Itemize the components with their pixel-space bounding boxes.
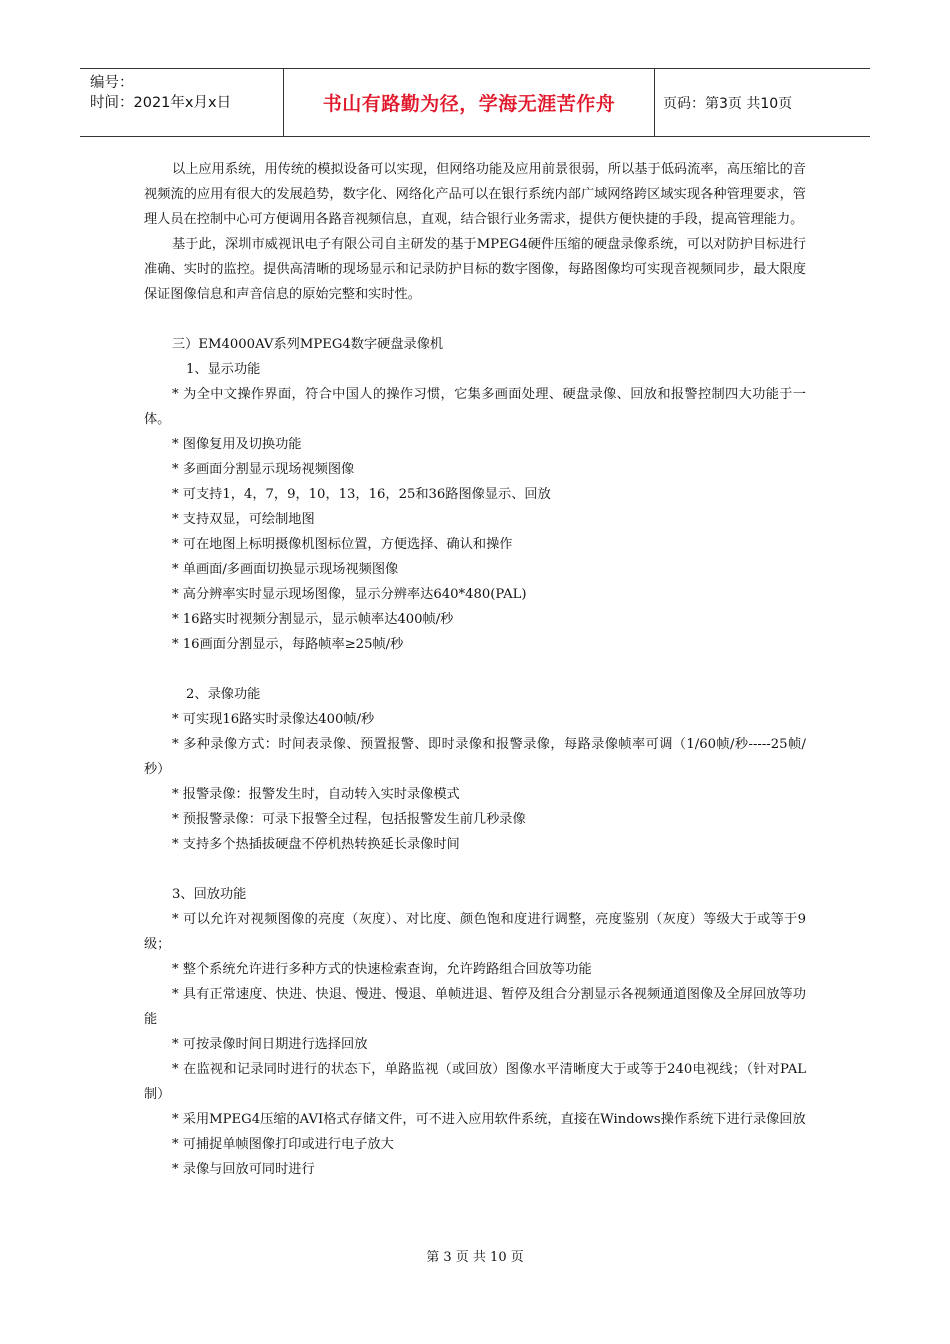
section-title: 三）EM4000AV系列MPEG4数字硬盘录像机 xyxy=(172,337,444,352)
list-item: * 图像复用及切换功能 xyxy=(172,437,302,452)
list-item: * 高分辨率实时显示现场图像，显示分辨率达640*480(PAL) xyxy=(172,587,527,602)
page-header xyxy=(80,68,870,137)
list-item: * 可以允许对视频图像的亮度（灰度）、对比度、颜色饱和度进行调整，亮度鉴别（灰度）等级大于或等于9级； xyxy=(144,912,806,952)
list-item: * 可捕捉单帧图像打印或进行电子放大 xyxy=(172,1137,394,1152)
list-item: * 支持多个热插拔硬盘不停机热转换延长录像时间 xyxy=(172,837,460,852)
header-motto-cell xyxy=(283,69,655,136)
list-item: * 支持双显，可绘制地图 xyxy=(172,512,315,527)
list-item: * 多种录像方式：时间表录像、预置报警、即时录像和报警录像，每路录像帧率可调（1/60帧/秒-----25帧/秒） xyxy=(144,737,806,777)
time-label: 时间：2021年x月x日 xyxy=(90,95,232,111)
playback-title: 3、回放功能 xyxy=(172,887,247,902)
document-body xyxy=(144,157,806,1182)
list-item: * 在监视和记录同时进行的状态下，单路监视（或回放）图像水平清晰度大于或等于240电视线；（针对PAL制） xyxy=(144,1062,806,1102)
paragraph-2: 基于此，深圳市威视讯电子有限公司自主研发的基于MPEG4硬件压缩的硬盘录像系统，可以对防护目标进行准确、实时的监控。提供高清晰的现场显示和记录防护目标的数字图像，每路图像均可实现音视频同步，最大限度保证图像信息和声音信息的原始完整和实时性。 xyxy=(144,237,806,302)
list-item: * 采用MPEG4压缩的AVI格式存储文件，可不进入应用软件系统，直接在Windows操作系统下进行录像回放 xyxy=(172,1112,806,1127)
list-item: * 报警录像：报警发生时，自动转入实时录像模式 xyxy=(172,787,460,802)
list-item: * 整个系统允许进行多种方式的快速检索查询，允许跨路组合回放等功能 xyxy=(172,962,592,977)
number-label: 编号： xyxy=(90,75,134,91)
list-item: * 16路实时视频分割显示，显示帧率达400帧/秒 xyxy=(172,612,454,627)
list-item: * 录像与回放可同时进行 xyxy=(172,1162,315,1177)
list-item: * 可在地图上标明摄像机图标位置，方便选择、确认和操作 xyxy=(172,537,513,552)
display-title: 1、显示功能 xyxy=(186,362,261,377)
list-item: * 具有正常速度、快进、快退、慢进、慢退、单帧进退、暂停及组合分割显示各视频通道图像及全屏回放等功能 xyxy=(144,987,806,1027)
list-item: * 为全中文操作界面，符合中国人的操作习惯，它集多画面处理、硬盘录像、回放和报警控制四大功能于一体。 xyxy=(144,387,806,427)
list-item: * 可支持1，4，7，9，10，13，16，25和36路图像显示、回放 xyxy=(172,487,551,502)
list-item: * 多画面分割显示现场视频图像 xyxy=(172,462,355,477)
list-item: * 可按录像时间日期进行选择回放 xyxy=(172,1037,368,1052)
list-item: * 可实现16路实时录像达400帧/秒 xyxy=(172,712,375,727)
header-info xyxy=(80,69,283,136)
page-footer: 第 3 页 共 10 页 xyxy=(426,1250,524,1265)
header-page-cell xyxy=(655,69,870,136)
list-item: * 单画面/多画面切换显示现场视频图像 xyxy=(172,562,399,577)
list-item: * 预报警录像：可录下报警全过程，包括报警发生前几秒录像 xyxy=(172,812,526,827)
motto: 书山有路勤为径，学海无涯苦作舟 xyxy=(322,93,616,115)
page-info: 页码：第3页 共10页 xyxy=(663,95,793,112)
list-item: * 16画面分割显示，每路帧率≥25帧/秒 xyxy=(172,637,404,652)
record-title: 2、录像功能 xyxy=(186,687,261,702)
paragraph-1: 以上应用系统，用传统的模拟设备可以实现，但网络功能及应用前景很弱，所以基于低码流率，高压缩比的音视频流的应用有很大的发展趋势，数字化、网络化产品可以在银行系统内部广域网络跨区域实现各种管理要求，管理人员在控制中心可方便调用各路音视频信息，直观，结合银行业务需求，提供方便快捷的手段，提高管理能力。 xyxy=(144,162,806,227)
